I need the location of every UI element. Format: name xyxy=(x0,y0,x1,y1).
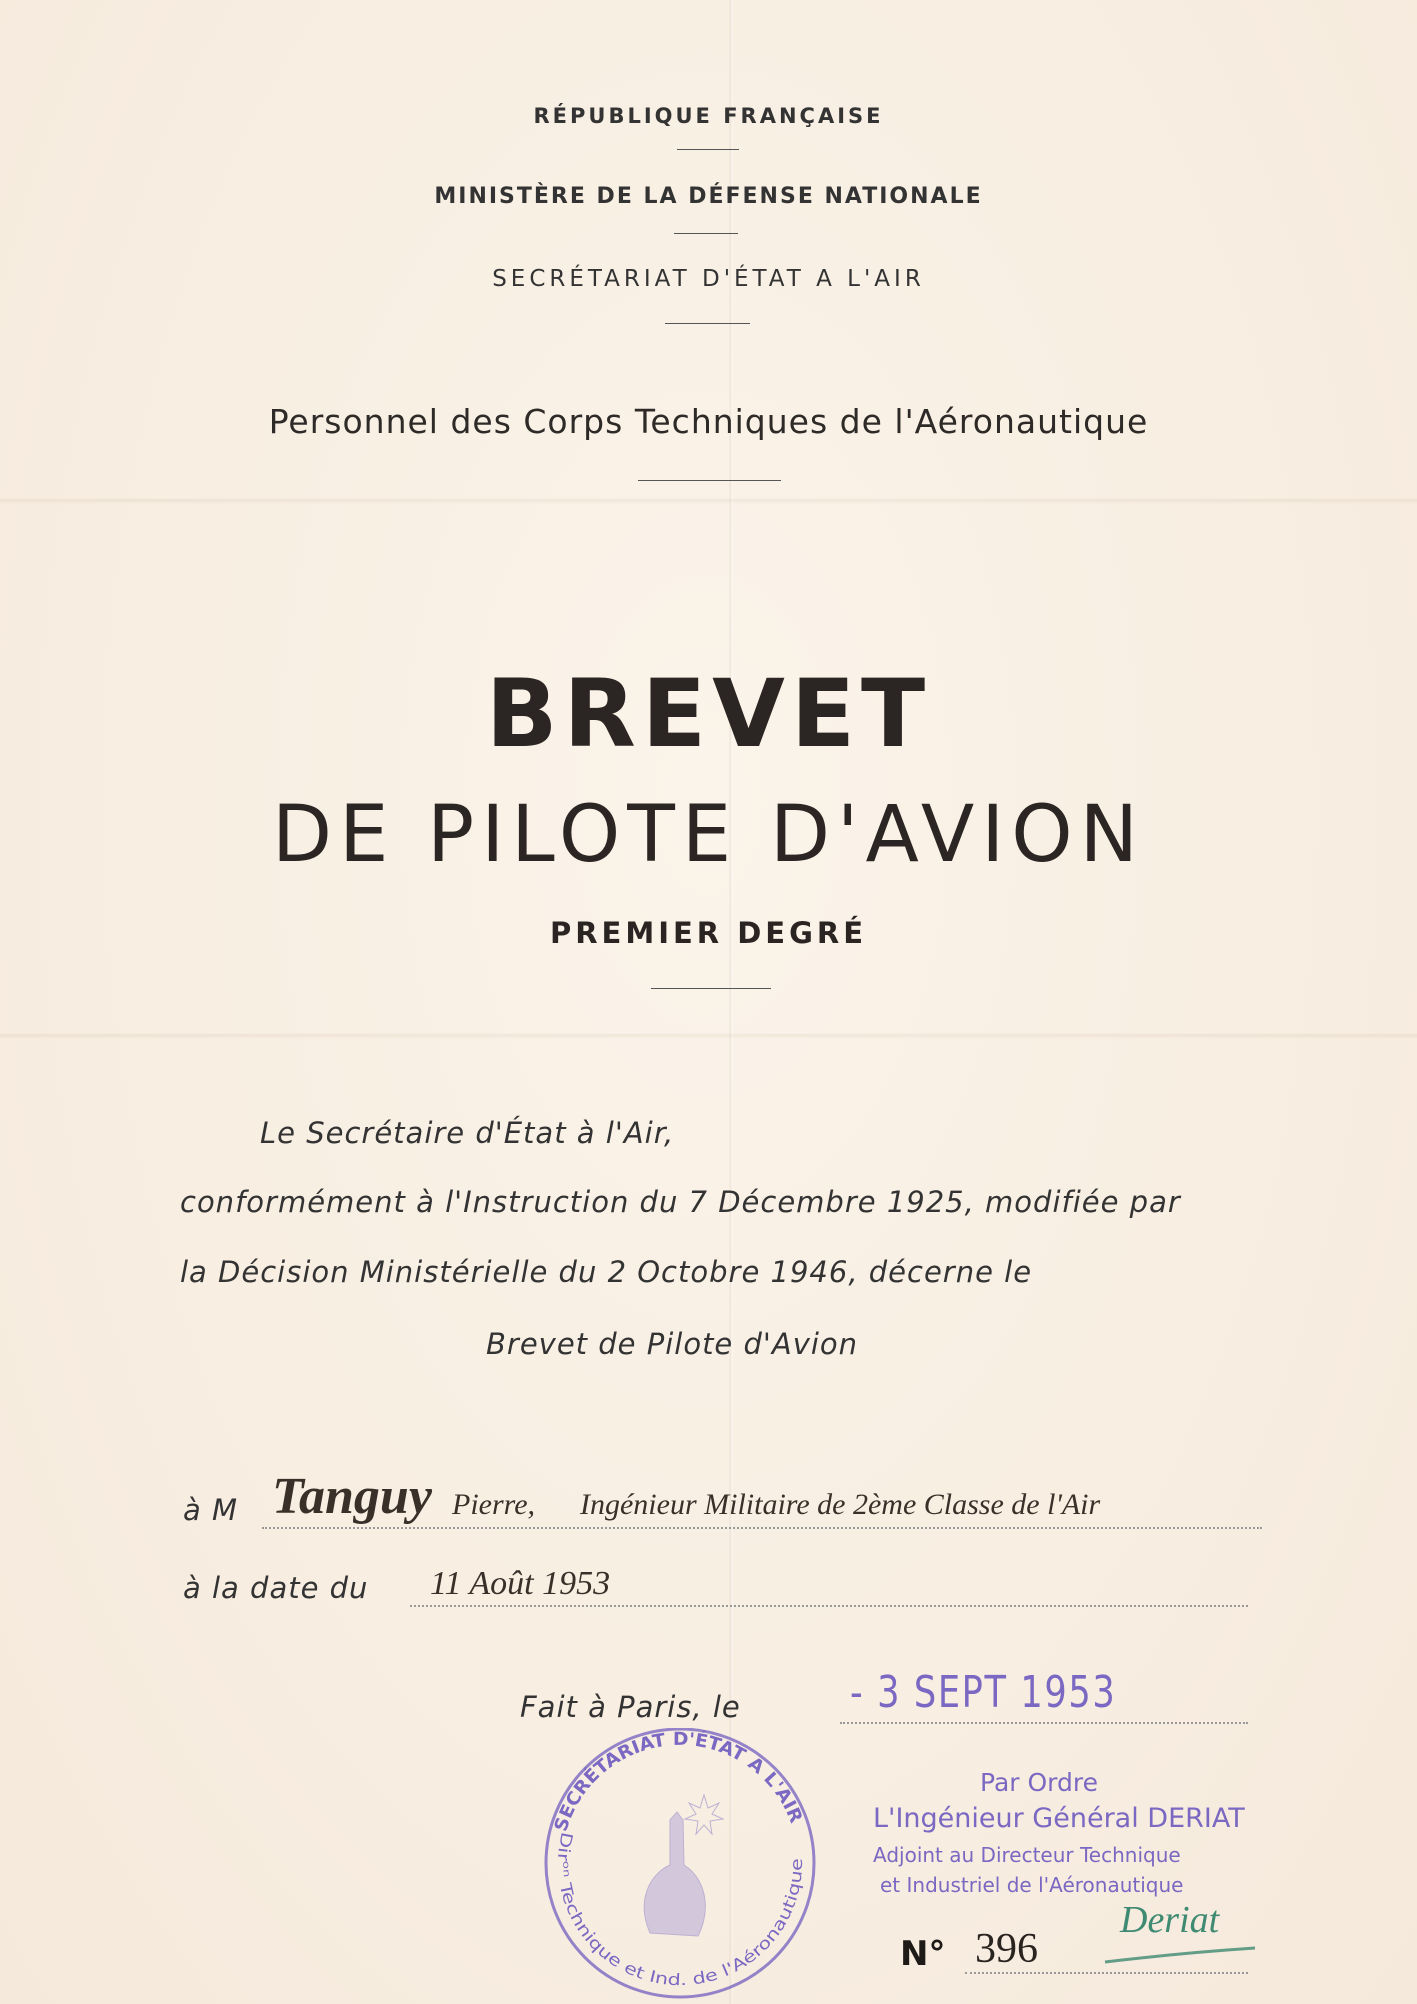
body-line-4: Brevet de Pilote d'Avion xyxy=(486,1327,859,1361)
recipient-dotted-line xyxy=(262,1527,1262,1529)
date-value: 11 Août 1953 xyxy=(430,1565,611,1602)
number-label: N° xyxy=(900,1934,946,1974)
title-brevet: BREVET xyxy=(485,660,932,769)
number-dotted-line xyxy=(965,1972,1248,1974)
recipient-name: Tanguy xyxy=(272,1468,432,1525)
divider xyxy=(665,323,750,324)
title-pilote: DE PILOTE D'AVION xyxy=(272,790,1145,880)
body-line-1: Le Secrétaire d'État à l'Air, xyxy=(260,1116,675,1150)
recipient-prefix: à M xyxy=(183,1493,239,1527)
number-value: 396 xyxy=(975,1926,1038,1972)
date-dotted-line xyxy=(410,1605,1248,1607)
body-line-2: conformément à l'Instruction du 7 Décembre 1925, modifiée par xyxy=(180,1185,1181,1219)
signature-stroke xyxy=(1100,1945,1260,1965)
officer-role-1: Adjoint au Directeur Technique xyxy=(873,1843,1181,1867)
order-label: Par Ordre xyxy=(980,1768,1098,1797)
place-prefix: Fait à Paris, le xyxy=(520,1690,741,1724)
divider xyxy=(651,988,771,989)
divider xyxy=(674,233,738,234)
officer-name: L'Ingénieur Général DERIAT xyxy=(873,1803,1245,1834)
header-republique: RÉPUBLIQUE FRANÇAISE xyxy=(533,104,884,128)
body-line-3: la Décision Ministérielle du 2 Octobre 1946, décerne le xyxy=(180,1255,1033,1289)
divider xyxy=(638,480,781,481)
liberty-figure-icon xyxy=(644,1795,723,1936)
place-dotted-line xyxy=(840,1722,1248,1724)
recipient-firstname: Pierre, xyxy=(452,1488,536,1521)
divider xyxy=(677,149,739,150)
recipient-title: Ingénieur Militaire de 2ème Classe de l'Air xyxy=(580,1488,1101,1521)
officer-role-2: et Industriel de l'Aéronautique xyxy=(880,1873,1184,1897)
seal-bottom-text: Dirᵒⁿ Technique et Ind. de l'Aéronautique xyxy=(553,1830,807,1990)
header-ministere: MINISTÈRE DE LA DÉFENSE NATIONALE xyxy=(434,184,983,209)
header-secretariat: SECRÉTARIAT D'ÉTAT A L'AIR xyxy=(492,266,925,292)
date-prefix: à la date du xyxy=(183,1571,369,1605)
date-stamp: - 3 SEPT 1953 xyxy=(850,1667,1117,1718)
subtitle: Personnel des Corps Techniques de l'Aéronautique xyxy=(268,402,1149,441)
handwritten-signature: Deriat xyxy=(1120,1899,1220,1941)
official-seal xyxy=(540,1728,820,2000)
title-degree: PREMIER DEGRÉ xyxy=(549,916,868,950)
seal-top-text: SECRÉTARIAT D'ÉTAT A L'AIR xyxy=(550,1728,807,1835)
